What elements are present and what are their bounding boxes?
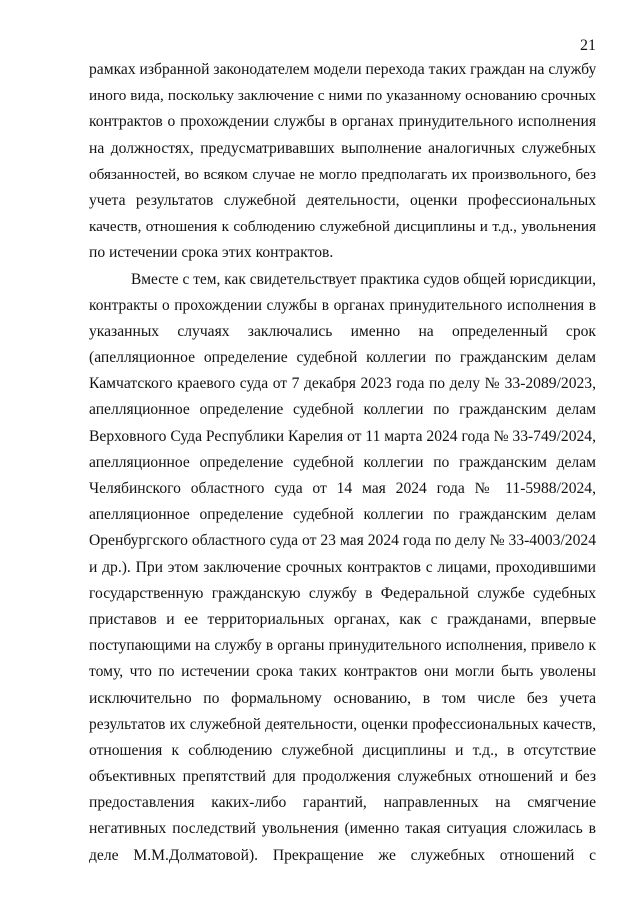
- text-line: объективных препятствий для продолжения служебных отношений и без: [89, 768, 596, 786]
- text-line: на должностях, предусматривавших выполнение аналогичных служебных: [89, 139, 596, 157]
- text-line: результатов их служебной деятельности, оценки профессиональных качеств,: [89, 715, 596, 733]
- page-number: 21: [580, 37, 596, 54]
- text-line: апелляционное определение судебной коллегии по гражданским делам: [89, 453, 596, 471]
- text-line: обязанностей, во всяком случае не могло предполагать их произвольного, без: [89, 165, 596, 183]
- paragraph-1: [89, 57, 596, 267]
- text-line: Оренбургского областного суда от 23 мая 2024 года по делу № 33-4003/2024: [89, 532, 596, 550]
- text-line: (апелляционное определение судебной коллегии по гражданским делам: [89, 349, 596, 367]
- text-line: деле М.М.Долматовой). Прекращение же служебных отношений с: [89, 846, 596, 864]
- text-line: Челябинского областного суда от 14 мая 2024 года № 11-5988/2024,: [89, 480, 596, 497]
- text-line: иного вида, поскольку заключение с ними по указанному основанию срочных: [89, 87, 596, 105]
- text-line: государственную гражданскую службу в Федеральной службе судебных: [89, 584, 596, 602]
- text-line: контракты о прохождении службы в органах принудительного исполнения в: [89, 296, 596, 314]
- text-line: качеств, отношения к соблюдению служебной дисциплины и т.д., увольнения: [89, 218, 596, 236]
- text-line: апелляционное определение судебной коллегии по гражданским делам: [89, 401, 596, 419]
- text-line: контрактов о прохождении службы в органах принудительного исполнения: [89, 113, 596, 131]
- text-line: отношения к соблюдению служебной дисциплины и т.д., в отсутствие: [89, 741, 596, 759]
- text-line: негативных последствий увольнения (именно такая ситуация сложилась в: [89, 820, 596, 838]
- text-line: Верховного Суда Республики Карелия от 11 марта 2024 года № 33-749/2024,: [89, 427, 596, 445]
- text-line: учета результатов служебной деятельности, оценки профессиональных: [89, 191, 596, 209]
- text-line: по истечении срока этих контрактов.: [89, 244, 334, 262]
- text-line: предоставления каких-либо гарантий, направленных на смягчение: [89, 794, 596, 812]
- body-text: [89, 57, 596, 869]
- text-line: Камчатского краевого суда от 7 декабря 2023 года по делу № 33-2089/2023,: [89, 375, 596, 393]
- text-line: тому, что по истечении срока таких контрактов они могли быть уволены: [89, 663, 596, 681]
- text-line: рамках избранной законодателем модели перехода таких граждан на службу: [89, 61, 596, 78]
- text-line: Вместе с тем, как свидетельствует практика судов общей юрисдикции,: [131, 270, 596, 288]
- text-line: апелляционное определение судебной коллегии по гражданским делам: [89, 506, 596, 524]
- text-line: приставов и ее территориальных органах, как с гражданами, впервые: [89, 610, 596, 628]
- text-line: исключительно по формальному основанию, в том числе без учета: [89, 689, 596, 707]
- paragraph-2: [89, 267, 596, 869]
- text-line: указанных случаях заключались именно на определенный срок: [89, 322, 596, 340]
- text-line: и др.). При этом заключение срочных контрактов с лицами, проходившими: [89, 558, 596, 576]
- text-line: поступающими на службу в органы принудительного исполнения, привело к: [89, 637, 596, 655]
